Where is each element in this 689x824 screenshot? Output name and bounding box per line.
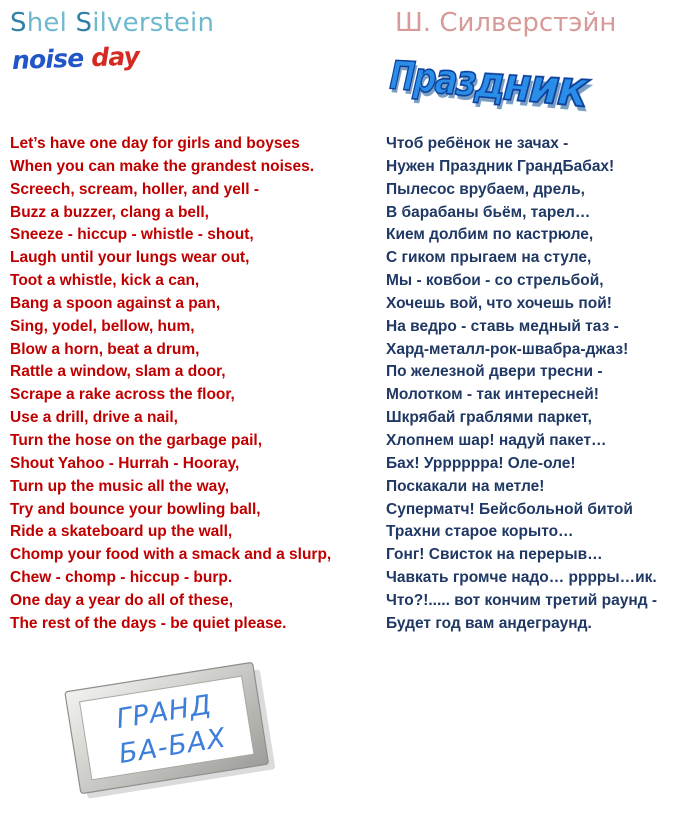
poem-ru-line: Мы - ковбои - со стрельбой, — [386, 272, 604, 290]
poem-ru-line: Кием долбим по кастрюле, — [386, 226, 594, 244]
poem-en-line: Shout Yahoo - Hurrah - Hooray, — [10, 454, 240, 472]
author-en-last-rest: ilverstein — [92, 8, 215, 38]
poem-title-russian: Праздник — [388, 53, 589, 120]
author-en-first-rest: hel — [26, 8, 76, 38]
poem-en-line: When you can make the grandest noises. — [10, 157, 315, 175]
poem-russian — [386, 133, 657, 636]
poem-ru-line: Хард-металл-рок-швабра-джаз! — [386, 340, 629, 358]
poem-ru-line: Хлопнем шар! надуй пакет… — [386, 431, 607, 449]
poem-en-line: Turn up the music all the way, — [10, 477, 230, 495]
poem-ru-line: Поскакали на метле! — [386, 477, 545, 495]
poem-en-line: Sneeze - hiccup - whistle - shout, — [10, 226, 254, 244]
poem-en-line: One day a year do all of these, — [10, 591, 234, 609]
poem-ru-line: Будет год вам андеграунд. — [386, 614, 592, 632]
author-en-last-initial: S — [75, 8, 93, 38]
grand-babakh-sign — [62, 657, 278, 802]
poem-en-line: Buzz a buzzer, clang a bell, — [10, 203, 209, 221]
poem-en-line: Ride a skateboard up the wall, — [10, 523, 233, 541]
poem-en-line: Chew - chomp - hiccup - burp. — [10, 569, 233, 587]
author-name-english — [10, 8, 214, 38]
poem-ru-line: Чавкать громче надо… рррры…ик. — [386, 569, 657, 587]
poem-en-line: Chomp your food with a smack and a slurp, — [10, 546, 332, 564]
poem-en-line: Sing, yodel, bellow, hum, — [10, 317, 195, 335]
poem-ru-line: Что?!..... вот кончим третий раунд - — [386, 591, 658, 609]
sign-frame-graphic — [62, 657, 278, 802]
sign-text-line1: ГРАНД — [114, 689, 215, 736]
poem-en-line: Blow a horn, beat a drum, — [10, 340, 200, 358]
title-en-word-noise: noise — [11, 43, 84, 75]
poem-en-line: Toot a whistle, kick a can, — [10, 272, 200, 290]
poem-en-line: Screech, scream, holler, and yell - — [10, 180, 259, 198]
poem-en-line: Rattle a window, slam a door, — [10, 363, 226, 381]
poem-en-line: Turn the hose on the garbage pail, — [10, 431, 263, 449]
poem-ru-line: Бах! Уррррррa! Оле-оле! — [386, 454, 576, 472]
poem-en-line: Let’s have one day for girls and boyses — [10, 135, 300, 152]
poem-en-line: Try and bounce your bowling ball, — [10, 500, 261, 518]
poem-ru-line: Чтоб ребёнок не зачах - — [386, 135, 569, 152]
poem-title-english — [11, 42, 139, 75]
poem-ru-line: С гиком прыгаем на стуле, — [386, 249, 592, 267]
author-en-first-initial: S — [10, 8, 27, 38]
poem-ru-line: Суперматч! Бейсбольной битой — [386, 500, 633, 518]
poem-en-line: Scrape a rake across the floor, — [10, 386, 235, 404]
poem-en-line: Bang a spoon against a pan, — [10, 294, 221, 312]
poem-ru-line: По железной двери тресни - — [386, 363, 603, 381]
poem-en-line: The rest of the days - be quiet please. — [10, 614, 287, 632]
poem-ru-line: Молотком - так интересней! — [386, 386, 599, 404]
poem-ru-line: Шкрябай граблями паркет, — [386, 409, 592, 427]
poem-en-line: Use a drill, drive a nail, — [10, 409, 178, 427]
title-en-word-day: day — [90, 41, 140, 73]
author-name-russian: Ш. Силверстэйн — [395, 8, 617, 38]
sign-text-line2: БА-БАХ — [116, 722, 229, 771]
poem-ru-line: Хочешь вой, что хочешь пой! — [386, 294, 612, 312]
poem-ru-line: Трахни старое корыто… — [386, 523, 574, 541]
poem-english — [10, 133, 331, 636]
poem-ru-line: В барабаны бьём, тарел… — [386, 203, 591, 221]
poem-ru-line: Нужен Праздник ГрандБабах! — [386, 157, 615, 175]
poem-ru-line: Пылесос врубаем, дрель, — [386, 180, 585, 198]
poem-en-line: Laugh until your lungs wear out, — [10, 249, 250, 267]
poem-ru-line: На ведро - ставь медный таз - — [386, 317, 619, 335]
poem-ru-line: Гонг! Свисток на перерыв… — [386, 546, 603, 564]
